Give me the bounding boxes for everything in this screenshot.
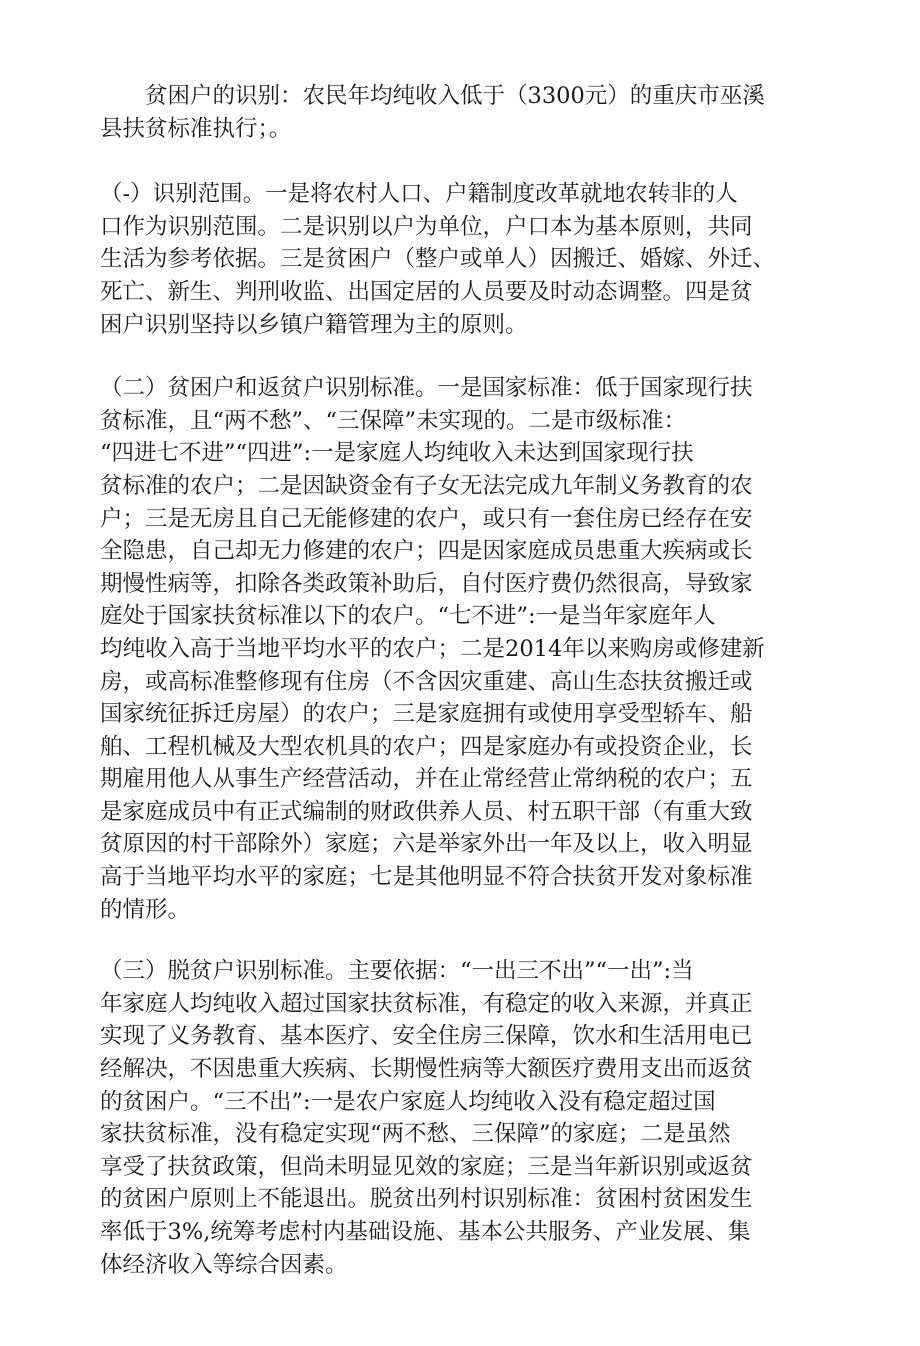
text-line: 实现了义务教育、基本医疗、安全住房三保障，饮水和生活用电已 [100,1023,753,1050]
text-line: 享受了扶贫政策，但尚未明显见效的家庭；三是当年新识别或返贫 [100,1153,753,1180]
text-line: 县扶贫标准执行；。 [100,115,292,142]
paragraph-gap [100,145,790,178]
text-line: 率低于3%,统筹考虑村内基础设施、基本公共服务、产业发展、集 [100,1219,751,1245]
text-line: 均纯收入高于当地平均水平的农户；二是2014年以来购房或修建新 [100,635,765,662]
paragraph-gap [100,926,790,955]
text-line: 的贫困户原则上不能退出。脱贫出列村识别标准：贫困村贫困发生 [100,1186,753,1213]
text-line: 死亡、新生、判刑收监、出国定居的人员要及时动态调整。四是贫 [100,278,753,305]
text-line: 的情形。 [100,896,191,923]
text-line: （-）识别范围。一是将农村人口、户籍制度改革就地农转非的人 [100,181,738,208]
text-line: 贫困户的识别：农民年均纯收入低于（3300元）的重庆市巫溪 [100,83,765,109]
paragraph-intro [100,80,790,145]
text-line: 贫原因的村干部除外）家庭；六是举家外出一年及以上，收入明显 [100,831,753,858]
text-line: （三）脱贫户识别标准。主要依据：“一出三不出”“一出”:当 [100,958,694,985]
text-line: 口作为识别范围。二是识别以户为单位，户口本为基本原则，共同 [100,213,753,240]
text-line: 年家庭人均纯收入超过国家扶贫标准，有稳定的收入来源，并真正 [100,990,753,1017]
text-line: 家扶贫标准，没有稳定实现“两不愁、三保障”的家庭；二是虽然 [100,1121,731,1148]
text-line: “四进七不进”“四进”:一是家庭人均纯收入未达到国家现行扶 [100,440,694,467]
text-line: （二）贫困户和返贫户识别标准。一是国家标准：低于国家现行扶 [100,375,753,402]
text-line: 是家庭成员中有正式编制的财政供养人员、村五职干部（有重大致 [100,798,753,825]
paragraph-section-3 [100,955,790,1281]
document-page [100,80,790,1281]
text-line: 的贫困户。“三不出”:一是农户家庭人均纯收入没有稳定超过国 [100,1088,716,1115]
text-line: 户；三是无房且自己无能修建的农户，或只有一套住房已经存在安 [100,505,753,532]
text-line: 期雇用他人从事生产经营活动，并在止常经营止常纳税的农户；五 [100,766,753,793]
paragraph-gap [100,341,790,372]
text-line: 体经济收入等综合因素。 [100,1251,348,1278]
text-line: 期慢性病等，扣除各类政策补助后，自付医疗费仍然很高，导致家 [100,570,753,597]
text-line: 全隐患，自己却无力修建的农户；四是因家庭成员患重大疾病或长 [100,538,753,565]
text-line: 国家统征拆迁房屋）的农户；三是家庭拥有或使用享受型轿车、船 [100,701,753,728]
text-line: 生活为参考依据。三是贫困户（整户或单人）因搬迁、婚嫁、外迁、 [100,246,776,273]
paragraph-section-2 [100,372,790,926]
paragraph-section-1 [100,178,790,341]
text-line: 舶、工程机械及大型农机具的农户；四是家庭办有或投资企业，长 [100,733,753,760]
text-line: 房，或高标准整修现有住房（不含因灾重建、高山生态扶贫搬迁或 [100,668,753,695]
text-line: 困户识别坚持以乡镇户籍管理为主的原则。 [100,311,528,338]
text-line: 贫标准，且“两不愁”、“三保障”未实现的。二是市级标准： [100,407,687,434]
text-line: 高于当地平均水平的家庭；七是其他明显不符合扶贫开发对象标准 [100,864,753,891]
text-line: 经解决，不因患重大疾病、长期慢性病等大额医疗费用支出而返贫 [100,1056,753,1083]
text-line: 贫标准的农户；二是因缺资金有子女无法完成九年制义务教育的农 [100,472,753,499]
text-line: 庭处于国家扶贫标准以下的农户。“七不进”:一是当年家庭年人 [100,603,716,630]
